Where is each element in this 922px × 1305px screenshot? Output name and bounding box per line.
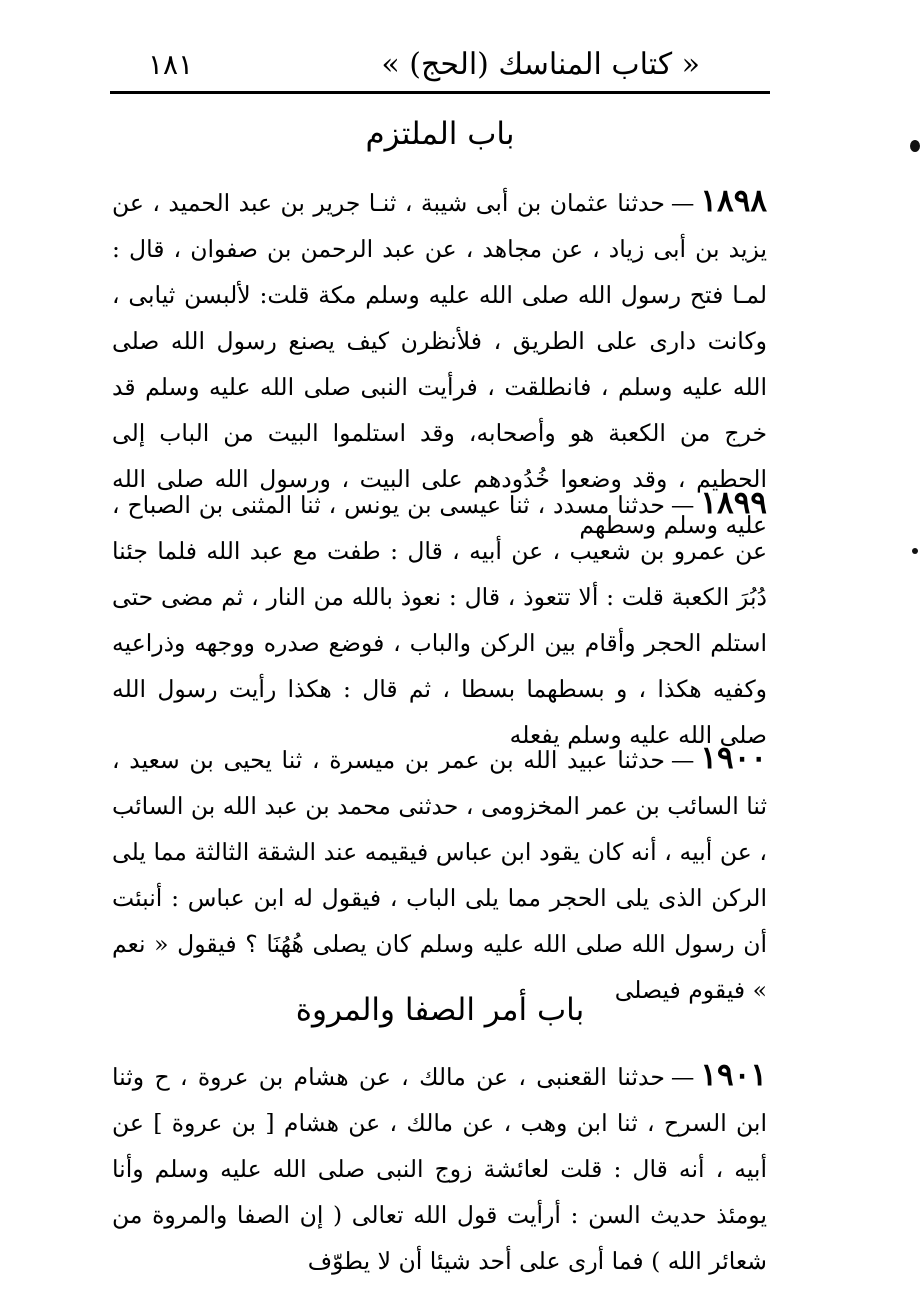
running-header [110, 40, 770, 90]
running-header-title: « كتاب المناسك (الحج) » [381, 47, 700, 82]
hadith-text: حدثنا عثمان بن أبى شيبة ، ثنـا جرير بن عبد الحميد ، عن يزيد بن أبى زياد ، عن مجاهد ، عن عبد الرحمن بن صفوان ، قال : لمـا فتح رسول الله صلى الله عليه وسلم مكة قلت: لألبسن ثيابى ، وكانت دارى على الطريق ، فلأنظرن كيف يصنع رسول الله صلى الله عليه وسلم ، فانطلقت ، فرأيت النبى صلى الله عليه وسلم قد خرج من الكعبة هو وأصحابه، وقد استلموا البيت من الباب إلى الحطيم ، وقد وضعوا خُدُودهم على البيت ، ورسول الله صلى الله عليه وسلم وسطهم [112, 189, 767, 539]
hadith-number: ١٨٩٩ [700, 485, 767, 521]
hadith-number: ١٨٩٨ [700, 183, 767, 219]
chapter-title-multazam: باب الملتزم [365, 116, 515, 152]
header-rule [110, 91, 770, 94]
hadith-text: حدثنا مسدد ، ثنا عيسى بن يونس ، ثنا المثنى بن الصباح ، عن عمرو بن شعيب ، عن أبيه ، قال : طفت مع عبد الله فلما جئنا دُبُرَ الكعبة قلت : ألا تتعوذ ، قال : نعوذ بالله من النار ، ثم مضى حتى استلم الحجر وأقام بين الركن والباب ، فوضع صدره ووجهه وذراعيه وكفيه هكذا ، و بسطهما بسطا ، ثم قال : هكذا رأيت رسول الله صلى الله عليه وسلم يفعله [112, 491, 767, 749]
hadith-number: ١٩٠٠ [700, 740, 767, 776]
scan-speck [910, 140, 920, 152]
hadith-dash: — [670, 491, 695, 519]
scan-speck [912, 548, 918, 554]
hadith-1901 [112, 1052, 767, 1284]
hadith-dash: — [670, 746, 695, 774]
hadith-dash: — [670, 1063, 695, 1091]
hadith-1900 [112, 735, 767, 1013]
hadith-text: حدثنا القعنبى ، عن مالك ، عن هشام بن عروة ، ح وثنا ابن السرح ، ثنا ابن وهب ، عن مالك ، عن هشام [ بن عروة ] عن أبيه ، أنه قال : قلت لعائشة زوج النبى صلى الله عليه وسلم وأنا يومئذ حديث السن : أرأيت قول الله تعالى ( إن الصفا والمروة من شعائر الله ) فما أرى على أحد شيئا أن لا يطوّف [112, 1063, 767, 1275]
hadith-1899 [112, 480, 767, 758]
hadith-text: حدثنا عبيد الله بن عمر بن ميسرة ، ثنا يحيى بن سعيد ، ثنا السائب بن عمر المخزومى ، حدثنى محمد بن عبد الله بن السائب ، عن أبيه ، أنه كان يقود ابن عباس فيقيمه عند الشقة الثالثة مما يلى الركن الذى يلى الحجر مما يلى الباب ، فيقول له ابن عباس : أنبئت أن رسول الله صلى الله عليه وسلم كان يصلى هُهُنَا ؟ فيقول « نعم » فيقوم فيصلى [112, 746, 767, 1004]
hadith-dash: — [670, 189, 695, 217]
hadith-number: ١٩٠١ [700, 1057, 767, 1093]
page-number: ١٨١ [148, 48, 194, 81]
chapter-title-safa-marwa: باب أمر الصفا والمروة [295, 992, 585, 1028]
